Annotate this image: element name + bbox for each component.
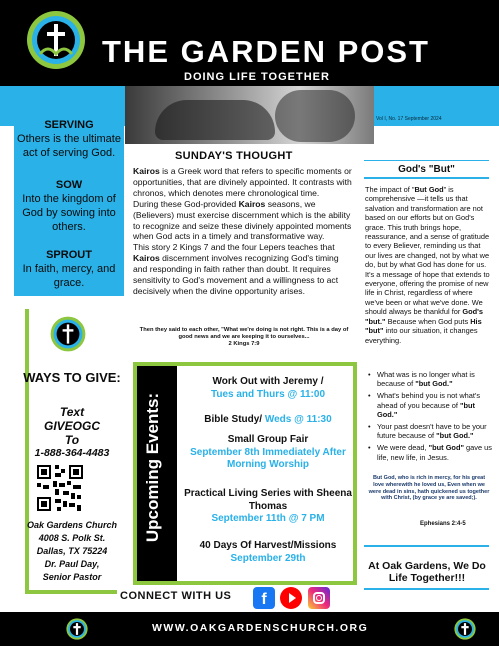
address-line: Oak Gardens Church bbox=[26, 520, 118, 530]
gods-but-body bbox=[365, 185, 493, 345]
giving-line: To bbox=[64, 433, 80, 447]
church-logo-icon bbox=[66, 618, 88, 640]
value-sow bbox=[16, 178, 122, 234]
website-link[interactable]: WWW.OAKGARDENSCHURCH.ORG bbox=[152, 622, 369, 634]
giving-phone: 1-888-364-4483 bbox=[34, 447, 110, 459]
event-time: Weds @ 11:30 bbox=[264, 414, 332, 425]
value-text: Into the kingdom of God by sowing into others. bbox=[22, 193, 116, 233]
scripture-quote bbox=[138, 327, 350, 348]
event-time: September 29th bbox=[230, 552, 306, 564]
value-heading: SERVING bbox=[44, 119, 94, 131]
event-name: Practical Living Series with Sheena Thomas bbox=[184, 488, 352, 512]
giving-heading: WAYS TO GIVE: bbox=[23, 370, 121, 385]
value-serving bbox=[16, 118, 122, 160]
event-name: Bible Study/ bbox=[204, 414, 265, 425]
value-heading: SPROUT bbox=[46, 249, 92, 261]
value-sprout bbox=[16, 248, 122, 290]
church-logo-icon bbox=[454, 618, 476, 640]
bullet-list bbox=[367, 370, 493, 465]
sunday-thought-title: SUNDAY'S THOUGHT bbox=[175, 150, 293, 162]
facebook-icon[interactable]: f bbox=[253, 587, 275, 609]
connect-label: CONNECT WITH US bbox=[120, 590, 232, 602]
address-line: Dallas, TX 75224 bbox=[36, 546, 108, 556]
address-line: Dr. Paul Day, bbox=[44, 559, 100, 569]
event-item bbox=[180, 414, 356, 427]
qr-code-icon[interactable] bbox=[35, 463, 85, 513]
church-logo-icon bbox=[50, 316, 86, 352]
address-line: Senior Pastor bbox=[42, 572, 102, 582]
value-text: In faith, mercy, and grace. bbox=[22, 263, 116, 289]
event-item bbox=[180, 488, 356, 526]
giving-line: Text bbox=[59, 405, 85, 419]
event-time: September 8th Immediately After Morning Worship bbox=[190, 446, 346, 470]
bullet-text: We were dead, bbox=[377, 443, 429, 453]
event-time: September 11th @ 7 PM bbox=[211, 513, 325, 524]
closing-message: At Oak Gardens, We Do Life Together!!! bbox=[368, 560, 486, 584]
paragraph-text: Because when God puts bbox=[385, 316, 471, 326]
paragraph-text: into our situation, it changes everything. bbox=[365, 326, 478, 345]
paragraph-text: is a Greek word that refers to specific moments or opportunities, that are divinely appointed. It contrasts with chronos, which denotes mere chronological time. bbox=[133, 166, 352, 198]
scripture-quote: But God, who is rich in mercy, for his great love wherewith he loved us, Even when we were dead in sins, hath quickened us together with Christ, (by grace ye are saved;). bbox=[368, 475, 490, 502]
event-name: Work Out with Jeremy / bbox=[212, 376, 324, 387]
events-label: Upcoming Events: bbox=[143, 392, 162, 543]
volume-line: Vol I, No. 17 September 2024 bbox=[376, 116, 442, 122]
value-heading: SOW bbox=[55, 179, 83, 191]
verse-reference: 2 Kings 7:9 bbox=[228, 341, 260, 347]
event-item bbox=[180, 540, 356, 565]
verse-text: Then they said to each other, "What we're doing is not right. This is a day of good news and we are keeping it to ourselves... bbox=[139, 327, 349, 340]
keyword: God's "but." bbox=[365, 307, 484, 326]
gods-but-title: God's "But" bbox=[398, 164, 455, 175]
event-item bbox=[180, 434, 356, 472]
newsletter-tagline: DOING LIFE TOGETHER bbox=[184, 71, 330, 83]
address-line: 4008 S. Polk St. bbox=[38, 533, 106, 543]
keyword: "but God." bbox=[377, 400, 476, 419]
paragraph-text: discernment involves recognizing God's timing and responding in faith rather than doubt. It requires sensitivity to God's movement and a willingness to act decisively when the divine opportunity arises. bbox=[133, 253, 339, 296]
youtube-icon[interactable] bbox=[280, 587, 302, 609]
keyword: His "but" bbox=[365, 316, 482, 336]
praying-hands-photo bbox=[125, 86, 374, 144]
giving-keyword: GIVEOGC bbox=[43, 419, 100, 433]
divider bbox=[364, 177, 489, 179]
event-item bbox=[180, 376, 356, 401]
keyword: "but God." bbox=[436, 431, 474, 441]
keyword: Kairos bbox=[133, 253, 160, 264]
paragraph-text: " is comprehensive —it tells us that salvation and transformation are not based on our efforts but on God's grace. This truth brings hope, reassurance, and a sense of gratitude to every Believer, reminding us that our lives are changed, not by what we do, but by what God has done for us. It's a message of hope that extends to everyone, offering the promise of new life in Christ, regardless of where we've been or what we've done. We should always be thankful for bbox=[365, 185, 490, 317]
list-item bbox=[367, 391, 493, 419]
paragraph-text: This story 2 Kings 7 and the four Lepers teaches that bbox=[133, 242, 335, 253]
event-time: Tues and Thurs @ 11:00 bbox=[210, 388, 326, 400]
list-item bbox=[367, 422, 493, 440]
list-item bbox=[367, 370, 493, 388]
bullet-text: gave us life, new life, in Jesus. bbox=[377, 443, 492, 462]
paragraph-text: seasons, we (Believers) must exercise discernment which is the ability to recognize and seize these divinely appointed moments when God acts in a timely and transformative way. bbox=[133, 198, 352, 242]
paragraph-text: The impact of " bbox=[365, 185, 415, 194]
event-name: 40 Days Of Harvest/Missions bbox=[199, 540, 337, 551]
keyword: "but God." bbox=[415, 379, 453, 389]
list-item bbox=[367, 443, 493, 461]
divider bbox=[364, 160, 489, 161]
keyword: Kairos bbox=[133, 166, 160, 176]
sunday-thought-body bbox=[133, 166, 355, 297]
event-name: Small Group Fair bbox=[227, 434, 309, 445]
paragraph-text: During these God-provided bbox=[133, 198, 239, 209]
instagram-icon[interactable] bbox=[308, 587, 330, 609]
church-logo-icon bbox=[26, 10, 86, 70]
value-text: Others is the ultimate act of serving God. bbox=[17, 133, 121, 159]
keyword: But God bbox=[414, 185, 444, 194]
verse-reference: Ephesians 2:4-5 bbox=[420, 521, 466, 527]
newsletter-title: THE GARDEN POST bbox=[102, 34, 430, 69]
bullet-text: What's behind you is not what's ahead of you because of bbox=[377, 391, 481, 410]
keyword: Kairos bbox=[238, 198, 266, 209]
keyword: "but God" bbox=[428, 443, 464, 453]
bullet-text: What was is no longer what is because of bbox=[377, 370, 475, 389]
bullet-text: Your past doesn't have to be your future because of bbox=[377, 422, 487, 441]
